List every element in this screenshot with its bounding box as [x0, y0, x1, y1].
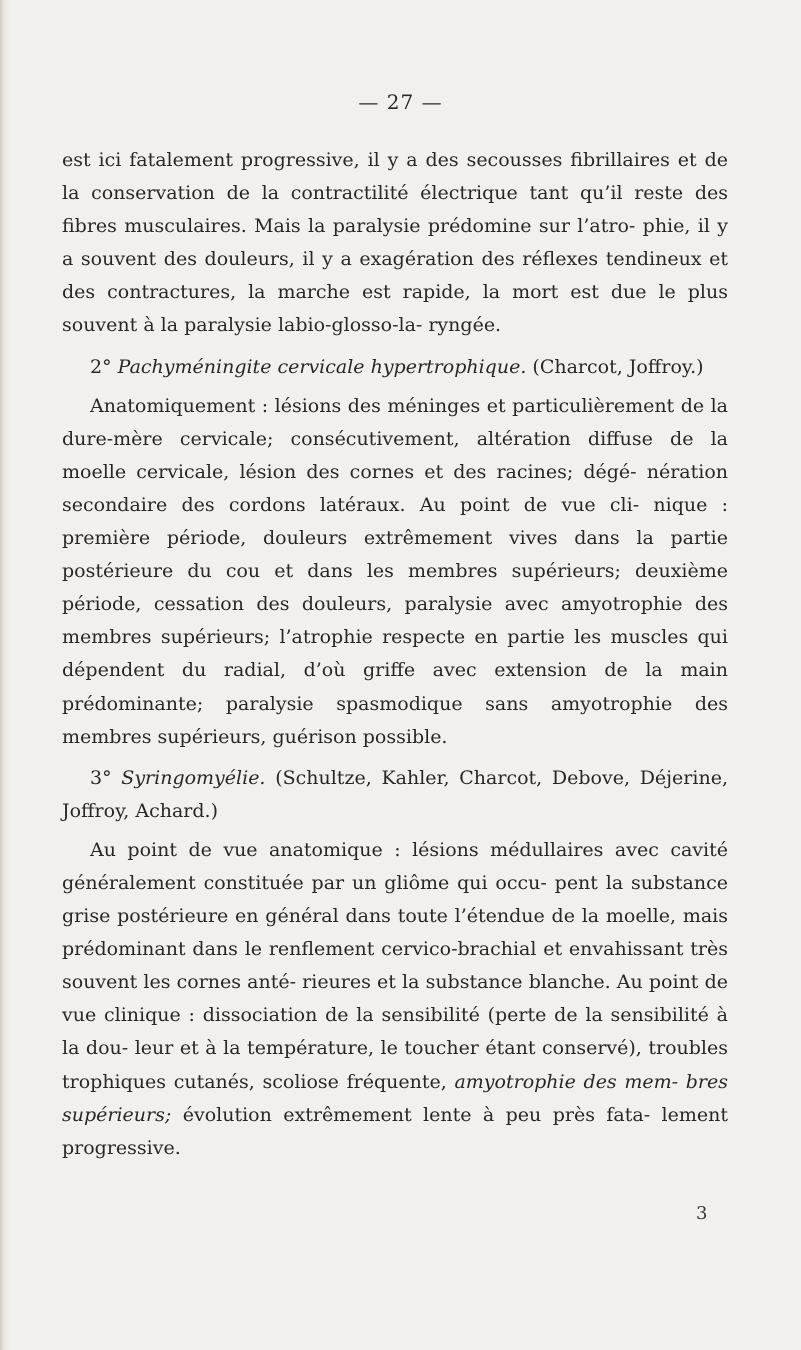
page-text	[62, 144, 728, 1165]
paragraph-text: Au point de vue anatomique : lésions médullaires avec cavité généralement constituée par un gliôme qui occu- pent la substance grise postérieure en général dans toute l’étendue de la moelle, mais prédominant dans le renflement cervico-brachial et envahissant très souvent les cornes anté- rieures et la substance blanche. Au point de vue clinique : dissociation de la sensibilité (perte de la sensibilité à la dou- leur et à la température, le toucher étant conservé), troubles trophiques cutanés, scoliose fréquente,	[62, 838, 728, 1093]
paragraph-continuation: est ici fatalement progressive, il y a des secousses fibrillaires et de la conservation de la contractilité électrique tant qu’il reste des fibres musculaires. Mais la paralysie prédomine sur l’atro- phie, il y a souvent des douleurs, il y a exagération des réflexes tendineux et des contractures, la marche est rapide, la mort est due le plus souvent à la paralysie labio-glosso-la- ryngée.	[62, 149, 728, 337]
emphasized-text: amyotrophie des mem- bres supérieurs;	[62, 1070, 728, 1126]
section-heading-pachymeningite	[62, 351, 728, 384]
binding-edge	[0, 0, 10, 1350]
section-number: 2°	[90, 355, 112, 378]
paragraph-syringomyelie	[62, 834, 728, 1165]
page-number: — 27 —	[358, 90, 443, 114]
paragraph-pachymeningite: Anatomiquement : lésions des méninges et particulièrement de la dure-mère cervicale; consécutivement, altération diffuse de la moelle cervicale, lésion des cornes et des racines; dégé- nération secondaire des cordons latéraux. Au point de vue cli- nique : première période, douleurs extrêmement vives dans la partie postérieure du cou et dans les membres supérieurs; deuxième période, cessation des douleurs, paralysie avec amyotrophie des membres supérieurs; l’atrophie respecte en partie les muscles qui dépendent du radial, d’où griffe avec extension de la main prédominante; paralysie spasmodique sans amyotrophie des membres supérieurs, guérison possible.	[62, 394, 728, 748]
section-title: Syringomyélie.	[121, 766, 266, 789]
section-authors: (Charcot, Joffroy.)	[532, 355, 704, 378]
section-number: 3°	[90, 766, 112, 789]
section-title: Pachyméningite cervicale hypertrophique.	[117, 355, 527, 378]
signature-mark: 3	[696, 1203, 708, 1224]
section-heading-syringomyelie	[62, 762, 728, 828]
section-authors: (Schultze, Kahler, Charcot, Debove, Déjerine, Joffroy, Achard.)	[62, 766, 728, 822]
paragraph-text: évolution extrêmement lente à peu près fata- lement progressive.	[62, 1103, 728, 1159]
